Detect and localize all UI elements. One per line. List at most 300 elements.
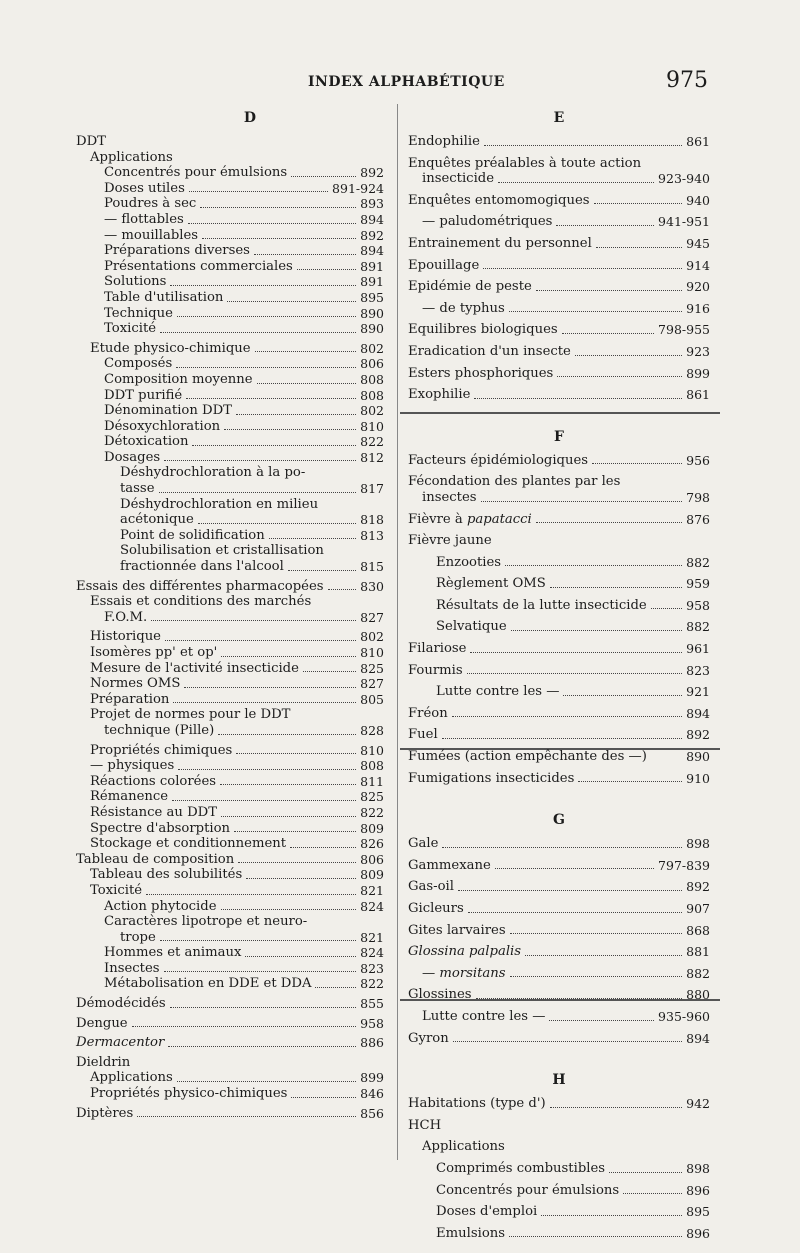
dot-leader: [594, 203, 683, 204]
dot-leader: [481, 501, 683, 502]
entry-term: Normes OMS: [90, 676, 181, 692]
page-reference: 824: [360, 945, 384, 961]
entry-term: Résistance au DDT: [90, 804, 218, 820]
index-entry: [408, 1204, 710, 1220]
index-entry: [76, 579, 384, 595]
page-reference: 810: [360, 645, 384, 660]
dot-leader: [470, 652, 682, 653]
page-reference: 940: [686, 192, 710, 208]
page-reference: 802: [360, 403, 384, 419]
dot-leader: [290, 847, 356, 848]
index-entry: [76, 150, 384, 166]
page-reference: 826: [360, 836, 384, 852]
dot-leader: [575, 355, 682, 356]
dot-leader: [458, 890, 682, 891]
index-entry: [408, 322, 710, 338]
entry-term: — mouillables: [104, 227, 199, 243]
page-reference: 828: [360, 722, 384, 738]
index-entry: [408, 1226, 710, 1242]
dot-leader: [442, 738, 682, 739]
section-letter-h: H: [552, 1072, 566, 1089]
entry-term: Habitations (type d'): [408, 1096, 546, 1112]
entry-term: Fièvre jaune: [408, 533, 492, 549]
dot-leader: [269, 538, 356, 539]
index-entry: [408, 301, 710, 317]
dot-leader: [467, 673, 682, 674]
page-reference: 881: [686, 944, 710, 960]
page-reference: 910: [686, 770, 710, 786]
index-entry: [76, 497, 384, 513]
page-reference: 894: [686, 705, 710, 721]
entry-term: Enquêtes préalables à toute action: [408, 155, 642, 171]
index-entry: [408, 1183, 710, 1199]
index-entry: [408, 836, 710, 852]
page-reference: 958: [686, 597, 710, 613]
entry-term-continued: tasse: [120, 481, 155, 497]
dot-leader: [255, 351, 357, 352]
dot-leader: [563, 695, 682, 696]
index-section-e: [408, 106, 710, 423]
page-reference: 898: [686, 836, 710, 852]
index-entry: [408, 1031, 710, 1047]
page-reference: 806: [360, 356, 384, 372]
entry-term: Règlement OMS: [436, 576, 546, 592]
page-reference: 827: [360, 609, 384, 625]
index-entry: [408, 749, 710, 765]
page-reference: 935-960: [658, 1008, 710, 1024]
page-reference: 942: [686, 1096, 710, 1112]
dot-leader: [221, 816, 356, 817]
dot-leader: [246, 878, 356, 879]
section-letter-g: G: [553, 812, 565, 829]
page-reference: 899: [686, 365, 710, 381]
entry-term: Fuel: [408, 727, 438, 743]
dot-leader: [236, 414, 356, 415]
page-reference: 892: [686, 879, 710, 895]
dot-leader: [238, 862, 356, 863]
page-reference: 815: [360, 559, 384, 575]
dot-leader: [164, 971, 357, 972]
index-entry: [76, 403, 384, 419]
entry-term-continued: insecticide: [422, 171, 495, 187]
entry-term: Dieldrin: [76, 1054, 131, 1070]
entry-term: Solutions: [104, 274, 167, 290]
index-entry: [408, 619, 710, 635]
entry-term: Glossina palpalis: [408, 944, 522, 960]
entry-term: Projet de normes pour le DDT: [90, 707, 291, 723]
dot-leader: [550, 587, 682, 588]
index-entry: [408, 684, 710, 700]
index-entry: [408, 474, 710, 490]
dot-leader: [170, 285, 356, 286]
dot-leader: [165, 640, 356, 641]
entry-term: — de typhus: [422, 300, 505, 316]
entry-term: Facteurs épidémiologiques: [408, 452, 589, 468]
index-entry: [76, 945, 384, 961]
dot-leader: [221, 656, 356, 657]
entry-term: Glossines: [408, 987, 472, 1003]
page-reference: 806: [360, 851, 384, 867]
dot-leader: [221, 909, 357, 910]
page-reference: 810: [360, 742, 384, 758]
entry-term: Gyron: [408, 1030, 449, 1046]
index-entry: [408, 344, 710, 360]
page-reference: 818: [360, 512, 384, 528]
dot-leader: [198, 523, 356, 524]
page-reference: 898: [686, 1160, 710, 1176]
page-reference: 882: [686, 965, 710, 981]
dot-leader: [227, 301, 356, 302]
dot-leader: [170, 1007, 356, 1008]
entry-term: Exophilie: [408, 387, 471, 403]
index-entry: [76, 707, 384, 723]
page-header: [0, 64, 800, 104]
dot-leader: [510, 976, 683, 977]
index-entry: [408, 1096, 710, 1112]
index-entry: [76, 1070, 384, 1086]
index-entry: [76, 676, 384, 692]
entry-term: Fréon: [408, 705, 448, 721]
index-entry: [408, 236, 710, 252]
index-entry: [408, 214, 710, 230]
index-entry: [408, 258, 710, 274]
dot-leader: [218, 734, 356, 735]
dot-leader: [257, 383, 357, 384]
page-reference: 822: [360, 434, 384, 450]
index-entry: [76, 821, 384, 837]
entry-term: — physiques: [90, 758, 175, 774]
index-entry: [408, 1118, 710, 1134]
page-reference: 876: [686, 511, 710, 527]
dot-leader: [184, 687, 356, 688]
dot-leader: [509, 311, 682, 312]
page-reference: 825: [360, 789, 384, 805]
section-letter-f: F: [554, 428, 564, 445]
page-reference: 808: [360, 758, 384, 774]
entry-term: Tableau de composition: [76, 851, 235, 867]
index-entry-continuation: [408, 171, 710, 187]
entry-term-continued: fractionnée dans l'alcool: [120, 559, 284, 575]
index-entry-continuation: [76, 559, 384, 575]
page-reference: 861: [686, 134, 710, 149]
index-entry: [76, 1086, 384, 1102]
entry-term: Concentrés pour émulsions: [436, 1182, 620, 1198]
index-entry: [76, 181, 384, 197]
column-divider: [397, 104, 398, 1160]
index-entry: [76, 836, 384, 852]
entry-term: Préparation: [90, 691, 170, 707]
page-reference: 892: [360, 227, 384, 243]
entry-term: Insectes: [104, 960, 160, 976]
page-reference: 945: [686, 235, 710, 251]
page-number: 975: [666, 68, 708, 93]
index-entry: [76, 388, 384, 404]
index-entry: [76, 372, 384, 388]
index-entry: [408, 576, 710, 592]
index-entry: [408, 858, 710, 874]
index-entry: [76, 867, 384, 883]
index-entry: [408, 366, 710, 382]
page-reference: 958: [360, 1015, 384, 1031]
entry-term: HCH: [408, 1117, 442, 1133]
dot-leader: [484, 145, 682, 146]
entry-term: Enzooties: [436, 554, 502, 570]
page-reference: 809: [360, 867, 384, 883]
entry-term: Epouillage: [408, 257, 480, 273]
index-entry: [408, 706, 710, 722]
dot-leader: [536, 290, 682, 291]
entry-term: Gammexane: [408, 857, 491, 873]
page-reference: 797-839: [658, 857, 710, 873]
entry-term: Concentrés pour émulsions: [104, 165, 288, 181]
dot-leader: [288, 570, 356, 571]
page-reference: 892: [686, 727, 710, 743]
index-entry-continuation: [76, 723, 384, 739]
page-reference: 956: [686, 452, 710, 468]
dot-leader: [556, 225, 654, 226]
index-entry: [76, 1016, 384, 1032]
running-title: INDEX ALPHABÉTIQUE: [308, 74, 505, 90]
entry-term: Equilibres biologiques: [408, 322, 558, 338]
entry-term: Déshydrochloration en milieu: [120, 496, 319, 512]
entry-term: Selvatique: [436, 619, 507, 635]
entry-term: Stockage et conditionnement: [90, 836, 287, 852]
page-reference: 941-951: [658, 214, 710, 230]
dot-leader: [596, 247, 682, 248]
dot-leader: [623, 1193, 682, 1194]
index-entry: [408, 966, 710, 982]
dot-leader: [536, 522, 682, 523]
entry-term: Dermacentor: [76, 1035, 165, 1051]
page-reference: 894: [360, 243, 384, 259]
dot-leader: [168, 1046, 356, 1047]
page-reference: 882: [686, 619, 710, 635]
entry-term: Propriétés chimiques: [90, 742, 233, 758]
index-entry: [408, 901, 710, 917]
index-entry: [76, 465, 384, 481]
entry-term: Présentations commerciales: [104, 258, 293, 274]
index-entry: [408, 598, 710, 614]
index-entry: [408, 387, 710, 403]
page-reference: 893: [360, 196, 384, 212]
dot-leader: [550, 1107, 683, 1108]
entry-term: Solubilisation et cristallisation: [120, 543, 324, 559]
index-section-g: [408, 808, 710, 1066]
index-entry: [408, 944, 710, 960]
index-entry: [76, 743, 384, 759]
dot-leader: [509, 1236, 682, 1237]
page-reference: 894: [360, 211, 384, 227]
entry-term: Dénomination DDT: [104, 403, 232, 419]
page-reference: 891: [360, 274, 384, 290]
page-reference: 823: [360, 960, 384, 976]
dot-leader: [189, 191, 328, 192]
dot-leader: [609, 1172, 682, 1173]
entry-term: Endophilie: [408, 134, 480, 149]
page-reference: 892: [360, 165, 384, 181]
dot-leader: [254, 254, 356, 255]
dot-leader: [297, 269, 356, 270]
page-reference: 798: [686, 489, 710, 505]
index-entry: [76, 419, 384, 435]
page-reference: 890: [360, 321, 384, 337]
page-reference: 896: [686, 1182, 710, 1198]
index-entry-continuation: [76, 930, 384, 946]
index-entry: [408, 879, 710, 895]
right-column: [408, 104, 710, 1247]
entry-term: Dengue: [76, 1015, 128, 1031]
dot-leader: [192, 445, 356, 446]
entry-term: — paludométriques: [422, 214, 553, 230]
entry-term-continued: F.O.M.: [104, 609, 148, 625]
dot-leader: [159, 492, 357, 493]
dot-leader: [315, 987, 356, 988]
dot-leader: [160, 940, 356, 941]
page-reference: 822: [360, 976, 384, 992]
index-entry: [408, 512, 710, 528]
index-entry: [76, 274, 384, 290]
entry-term: Toxicité: [90, 882, 143, 898]
entry-term: Fièvre à papatacci: [408, 511, 532, 527]
dot-leader: [328, 589, 357, 590]
index-entry: [408, 641, 710, 657]
entry-term: Réactions colorées: [90, 773, 217, 789]
entry-term: Comprimés combustibles: [436, 1160, 606, 1176]
index-entry: [408, 987, 710, 1003]
dot-leader: [220, 784, 356, 785]
index-entry: [76, 883, 384, 899]
page-reference: 811: [360, 773, 384, 789]
entry-term: Hommes et animaux: [104, 945, 242, 961]
entry-term: Table d'utilisation: [104, 289, 224, 305]
page-reference: 961: [686, 641, 710, 657]
index-entry: [76, 805, 384, 821]
index-entry: [76, 961, 384, 977]
page-reference: 823: [686, 662, 710, 678]
page-reference: 920: [686, 279, 710, 295]
dot-leader: [178, 769, 356, 770]
page-reference: 923-940: [658, 171, 710, 187]
index-entry: [76, 758, 384, 774]
dot-leader: [137, 1116, 356, 1117]
index-entry: [408, 663, 710, 679]
page-reference: 798-955: [658, 322, 710, 338]
page-reference: 856: [360, 1105, 384, 1121]
dot-leader: [483, 268, 682, 269]
page-reference: 882: [686, 554, 710, 570]
dot-leader: [146, 894, 356, 895]
index-entry-continuation: [76, 610, 384, 626]
entry-term: Préparations diverses: [104, 243, 250, 259]
entry-term: Métabolisation en DDE et DDA: [104, 976, 312, 992]
page-reference: 810: [360, 418, 384, 434]
index-entry: [76, 899, 384, 915]
index-entry: [408, 453, 710, 469]
dot-leader: [557, 376, 682, 377]
index-entry: [408, 1139, 710, 1155]
index-entry: [76, 645, 384, 661]
index-entry: [408, 727, 710, 743]
dot-leader: [510, 933, 683, 934]
entry-term: Déshydrochloration à la po-: [120, 465, 306, 481]
page-reference: 855: [360, 996, 384, 1012]
index-entry: [408, 193, 710, 209]
dot-leader: [188, 223, 356, 224]
index-entry: [408, 1161, 710, 1177]
entry-term: Mesure de l'activité insecticide: [90, 660, 299, 676]
dot-leader: [442, 847, 682, 848]
index-entry: [408, 1009, 710, 1025]
entry-term: Fourmis: [408, 662, 463, 678]
entry-term: Composés: [104, 356, 173, 372]
dot-leader: [476, 998, 683, 999]
page-reference: 817: [360, 481, 384, 497]
page-reference: 896: [686, 1225, 710, 1241]
entry-term: Poudres à sec: [104, 196, 197, 212]
dot-leader: [200, 207, 356, 208]
page-reference: 808: [360, 387, 384, 403]
entry-term: Doses utiles: [104, 180, 185, 196]
page-reference: 812: [360, 449, 384, 465]
entry-term: Gites larvaires: [408, 922, 506, 938]
entry-term: Isomères pp' et op': [90, 645, 218, 660]
page-reference: 808: [360, 371, 384, 387]
left-column: [76, 104, 384, 1121]
entry-term: Démodécidés: [76, 996, 166, 1012]
index-entry: [76, 1055, 384, 1071]
dot-leader: [495, 868, 654, 869]
index-entry: [76, 434, 384, 450]
page-reference: 822: [360, 804, 384, 820]
index-entry: [76, 774, 384, 790]
entry-term: — flottables: [104, 211, 184, 227]
entry-term: Désoxychloration: [104, 418, 221, 434]
entry-term: Détoxication: [104, 434, 189, 450]
page-reference: 809: [360, 820, 384, 836]
entry-term: Fumigations insecticides: [408, 770, 575, 786]
entry-term: Diptères: [76, 1105, 134, 1121]
entry-term: Lutte contre les —: [436, 684, 560, 700]
page-reference: 861: [686, 387, 710, 403]
dot-leader: [164, 460, 356, 461]
page-reference: 802: [360, 340, 384, 356]
index-entry: [76, 243, 384, 259]
page-reference: 821: [360, 882, 384, 898]
page-reference: 824: [360, 898, 384, 914]
index-entry: [76, 852, 384, 868]
page-reference: 914: [686, 257, 710, 273]
index-entry: [76, 306, 384, 322]
page-reference: 846: [360, 1086, 384, 1102]
dot-leader: [173, 702, 356, 703]
entry-term: Epidémie de peste: [408, 279, 532, 295]
entry-term: Applications: [422, 1139, 505, 1155]
section-letter-d: D: [243, 110, 257, 126]
index-entry: [76, 528, 384, 544]
dot-leader: [498, 182, 654, 183]
dot-leader: [172, 800, 356, 801]
entry-term: Gale: [408, 836, 439, 852]
dot-leader: [468, 912, 682, 913]
entry-term: Etude physico-chimique: [90, 340, 251, 356]
entry-term: Filariose: [408, 641, 467, 657]
index-entry: [76, 165, 384, 181]
dot-leader: [303, 671, 356, 672]
page-reference: 895: [360, 289, 384, 305]
page-reference: 895: [686, 1204, 710, 1220]
entry-term: Enquêtes entomomogiques: [408, 192, 590, 208]
dot-leader: [160, 332, 356, 333]
